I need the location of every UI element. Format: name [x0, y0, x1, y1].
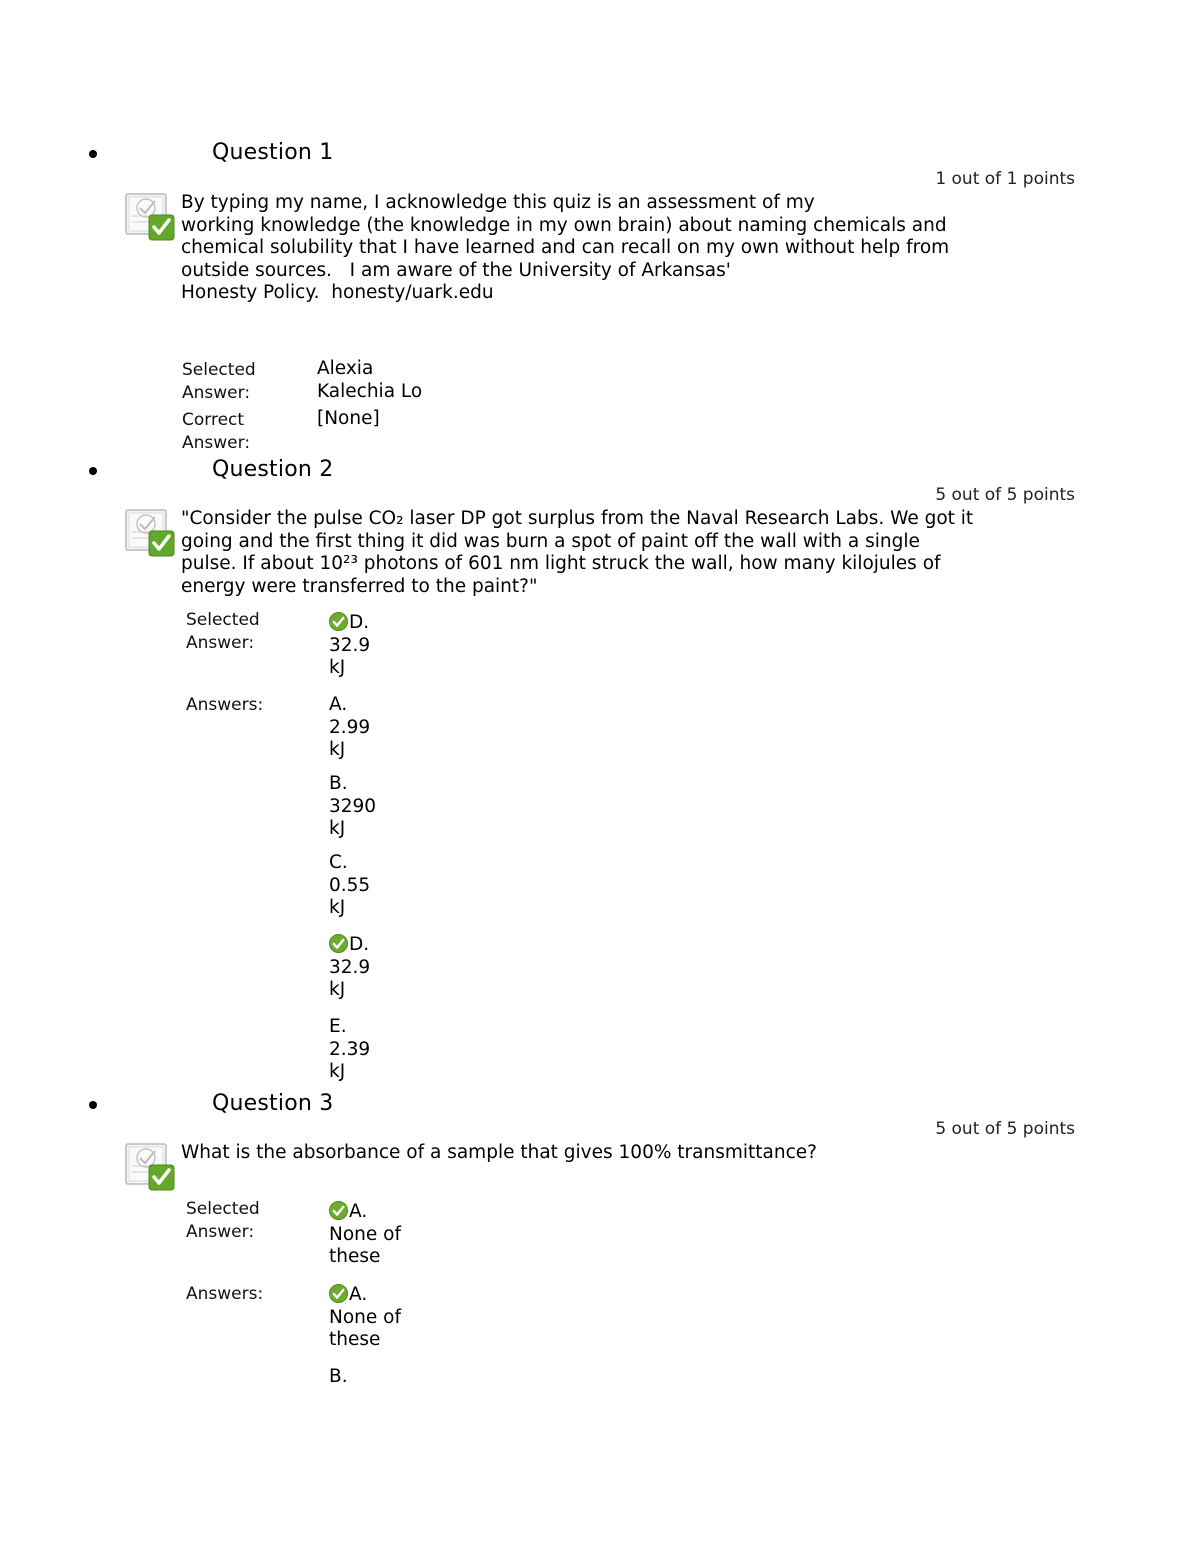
option-unit: kJ	[329, 979, 346, 1000]
option-value: None of	[329, 1306, 401, 1328]
question-text-line: By typing my name, I acknowledge this quiz is an assessment of my	[181, 192, 815, 213]
selected-answer-option	[329, 1201, 401, 1269]
label-line: Selected	[182, 360, 256, 380]
option-value: 32.9	[329, 634, 371, 656]
option-unit: kJ	[329, 897, 346, 918]
option-letter: B.	[329, 1366, 348, 1387]
question-title: Question 3	[212, 1091, 334, 1116]
correct-answer-icon	[124, 1140, 176, 1192]
correct-answer-icon	[124, 506, 176, 558]
option-letter: D.	[349, 934, 370, 955]
question-points: 5 out of 5 points	[935, 1119, 1075, 1139]
correct-answer-value: [None]	[317, 408, 380, 429]
check-circle-icon	[329, 612, 348, 631]
question-text: What is the absorbance of a sample that gives 100% transmittance?	[181, 1142, 817, 1163]
value-line: Alexia	[317, 358, 374, 379]
label-line: Answer:	[186, 632, 255, 653]
answer-option-b	[329, 1366, 348, 1389]
check-circle-icon	[329, 934, 348, 953]
option-letter: A.	[349, 1284, 368, 1305]
question-text-line: chemical solubility that I have learned and can recall on my own without help from	[181, 237, 950, 258]
question-text-line: going and the first thing it did was burn a spot of paint off the wall with a single	[181, 530, 920, 552]
option-letter: D.	[349, 612, 370, 633]
answer-option-a	[329, 1284, 401, 1352]
question-text	[181, 192, 1041, 305]
label-line: Answer:	[186, 1221, 255, 1242]
label-line: Selected	[186, 1199, 260, 1219]
option-letter: B.	[329, 773, 348, 794]
option-unit: kJ	[329, 657, 346, 678]
label-line: Answer:	[182, 382, 251, 403]
option-unit: kJ	[329, 739, 346, 760]
answer-option-e	[329, 1016, 370, 1084]
option-unit: kJ	[329, 1061, 346, 1082]
selected-answer-value	[317, 358, 422, 403]
value-line: Kalechia Lo	[317, 380, 423, 402]
answer-option-a	[329, 694, 370, 762]
answer-option-b	[329, 773, 376, 841]
question-text-line: working knowledge (the knowledge in my own brain) about naming chemicals and	[181, 214, 947, 236]
option-letter: A.	[329, 694, 348, 715]
selected-answer-label	[182, 359, 256, 404]
option-value: 2.99	[329, 716, 371, 738]
option-letter: E.	[329, 1016, 347, 1037]
question-title: Question 1	[212, 140, 334, 165]
list-bullet	[89, 467, 97, 475]
list-bullet	[89, 1101, 97, 1109]
answers-label: Answers:	[186, 1284, 264, 1304]
option-value: None of	[329, 1223, 401, 1245]
answer-option-d	[329, 934, 370, 1002]
option-letter: A.	[349, 1201, 368, 1222]
option-value: 32.9	[329, 956, 371, 978]
list-bullet	[89, 150, 97, 158]
label-line: Answer:	[182, 432, 251, 453]
question-points: 5 out of 5 points	[935, 485, 1075, 505]
question-text-line: pulse. If about 10²³ photons of 601 nm light struck the wall, how many kilojules of	[181, 553, 941, 574]
question-title: Question 2	[212, 457, 334, 482]
question-text-line: outside sources. I am aware of the University of Arkansas'	[181, 259, 731, 281]
check-circle-icon	[329, 1284, 348, 1303]
answers-label: Answers:	[186, 695, 264, 715]
option-unit: these	[329, 1246, 381, 1267]
selected-answer-option	[329, 612, 370, 680]
answer-option-c	[329, 852, 370, 920]
option-unit: kJ	[329, 818, 346, 839]
correct-answer-label	[182, 409, 250, 454]
question-text	[181, 508, 1041, 598]
correct-answer-icon	[124, 190, 176, 242]
label-line: Correct	[182, 410, 245, 430]
selected-answer-label	[186, 609, 260, 654]
option-letter: C.	[329, 852, 348, 873]
question-text-line: Honesty Policy. honesty/uark.edu	[181, 282, 494, 303]
label-line: Selected	[186, 610, 260, 630]
option-value: 2.39	[329, 1038, 371, 1060]
question-points: 1 out of 1 points	[935, 169, 1075, 189]
selected-answer-label	[186, 1198, 260, 1243]
option-unit: these	[329, 1329, 381, 1350]
question-text-line: energy were transferred to the paint?"	[181, 575, 538, 597]
option-value: 3290	[329, 795, 377, 817]
check-circle-icon	[329, 1201, 348, 1220]
question-text-line: "Consider the pulse CO₂ laser DP got surplus from the Naval Research Labs. We got it	[181, 508, 974, 529]
option-value: 0.55	[329, 874, 371, 896]
